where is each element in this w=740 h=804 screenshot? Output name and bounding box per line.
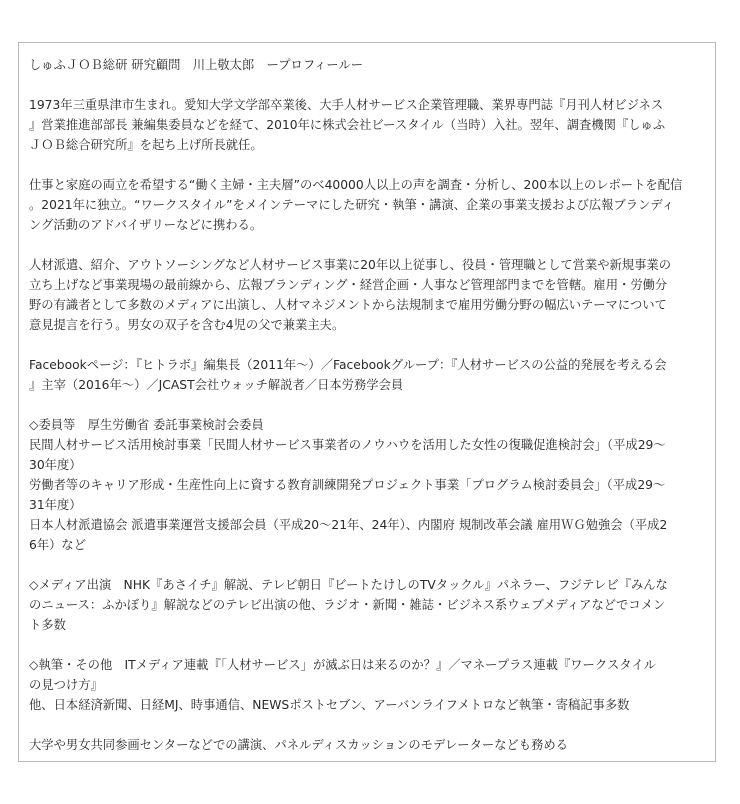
bio-career-paragraph: 1973年三重県津市生まれ。愛知大学文学部卒業後、大手人材サービス企業管理職、業界専門誌『月刊人材ビジネス 』営業推進部部長 兼編集委員などを経て、2010年に株式会社ビースタイル（当時）入社。翌年、調査機関『しゅふ ＪＯＢ総合研究所』を起ち上げ所長就任。: [29, 98, 666, 152]
profile-box: [18, 42, 716, 762]
bio-experience-paragraph: 人材派遣、紹介、アウトソーシングなど人材サービス事業に20年以上従事し、役員・管理職として営業や新規事業の 立ち上げなど事業現場の最前線から、広報ブランディング・経営企画・人事など管理部門までを管轄。雇用・労働分 野の有識者として多数のメディアに出演し、人材マネジメントから法規制まで雇用労働分野の幅広いテーマについて 意見提言を行う。男女の双子を含む4児の父で兼業主夫。: [29, 258, 671, 332]
facebook-roles-paragraph: Facebookページ：『ヒトラボ』編集長（2011年～）／Facebookグループ：『人材サービスの公益的発展を考える会 』主宰（2016年～）／JCAST会社ウォッチ解説者／日本労務学会員: [29, 358, 667, 392]
writing-paragraph: ◇執筆・その他 ITメディア連載『「人材サービス」が滅ぶ日は来るのか？』／マネープラス連載『ワークスタイル の見つけ方』 他、日本経済新聞、日経MJ、時事通信、NEWSポストセブン、アーバンライフメトロなど執筆・寄稿記事多数: [29, 658, 656, 712]
media-appearances-paragraph: ◇メディア出演 NHK『あさイチ』解説、テレビ朝日『ビートたけしのTVタックル』パネラー、フジテレビ『みんな のニュース：ふかぼり』解説などのテレビ出演の他、ラジオ・新聞・雑誌・ビジネス系ウェブメディアなどでコメン ト多数: [29, 578, 668, 632]
bio-research-paragraph: 仕事と家庭の両立を希望する“働く主婦・主夫層”のべ40000人以上の声を調査・分析し、200本以上のレポートを配信 。2021年に独立。“ワークスタイル”をメインテーマにした研究・執筆・講演、企業の事業支援および広報ブランディ ング活動のアドバイザリーなどに携わる。: [29, 178, 683, 232]
committees-paragraph: ◇委員等 厚生労働省 委託事業検討会委員 民間人材サービス活用検討事業「民間人材サービス事業者のノウハウを活用した女性の復職促進検討会」（平成29～ 30年度） 労働者等のキャリア形成・生産性向上に資する教育訓練開発プロジェクト事業「プログラム検討委員会」（平成29～ 31年度） 日本人材派遣協会 派遣事業運営支援部会員（平成20～21年、24年）、内閣府 規制改革会議 雇用ＷＧ勉強会（平成2 6年）など: [29, 418, 668, 552]
lectures-paragraph: 大学や男女共同参画センターなどでの講演、パネルディスカッションのモデレーターなども務める: [29, 738, 568, 752]
profile-header: しゅふＪＯＢ総研 研究顧問 川上敬太郎 ープロフィールー: [29, 58, 364, 72]
